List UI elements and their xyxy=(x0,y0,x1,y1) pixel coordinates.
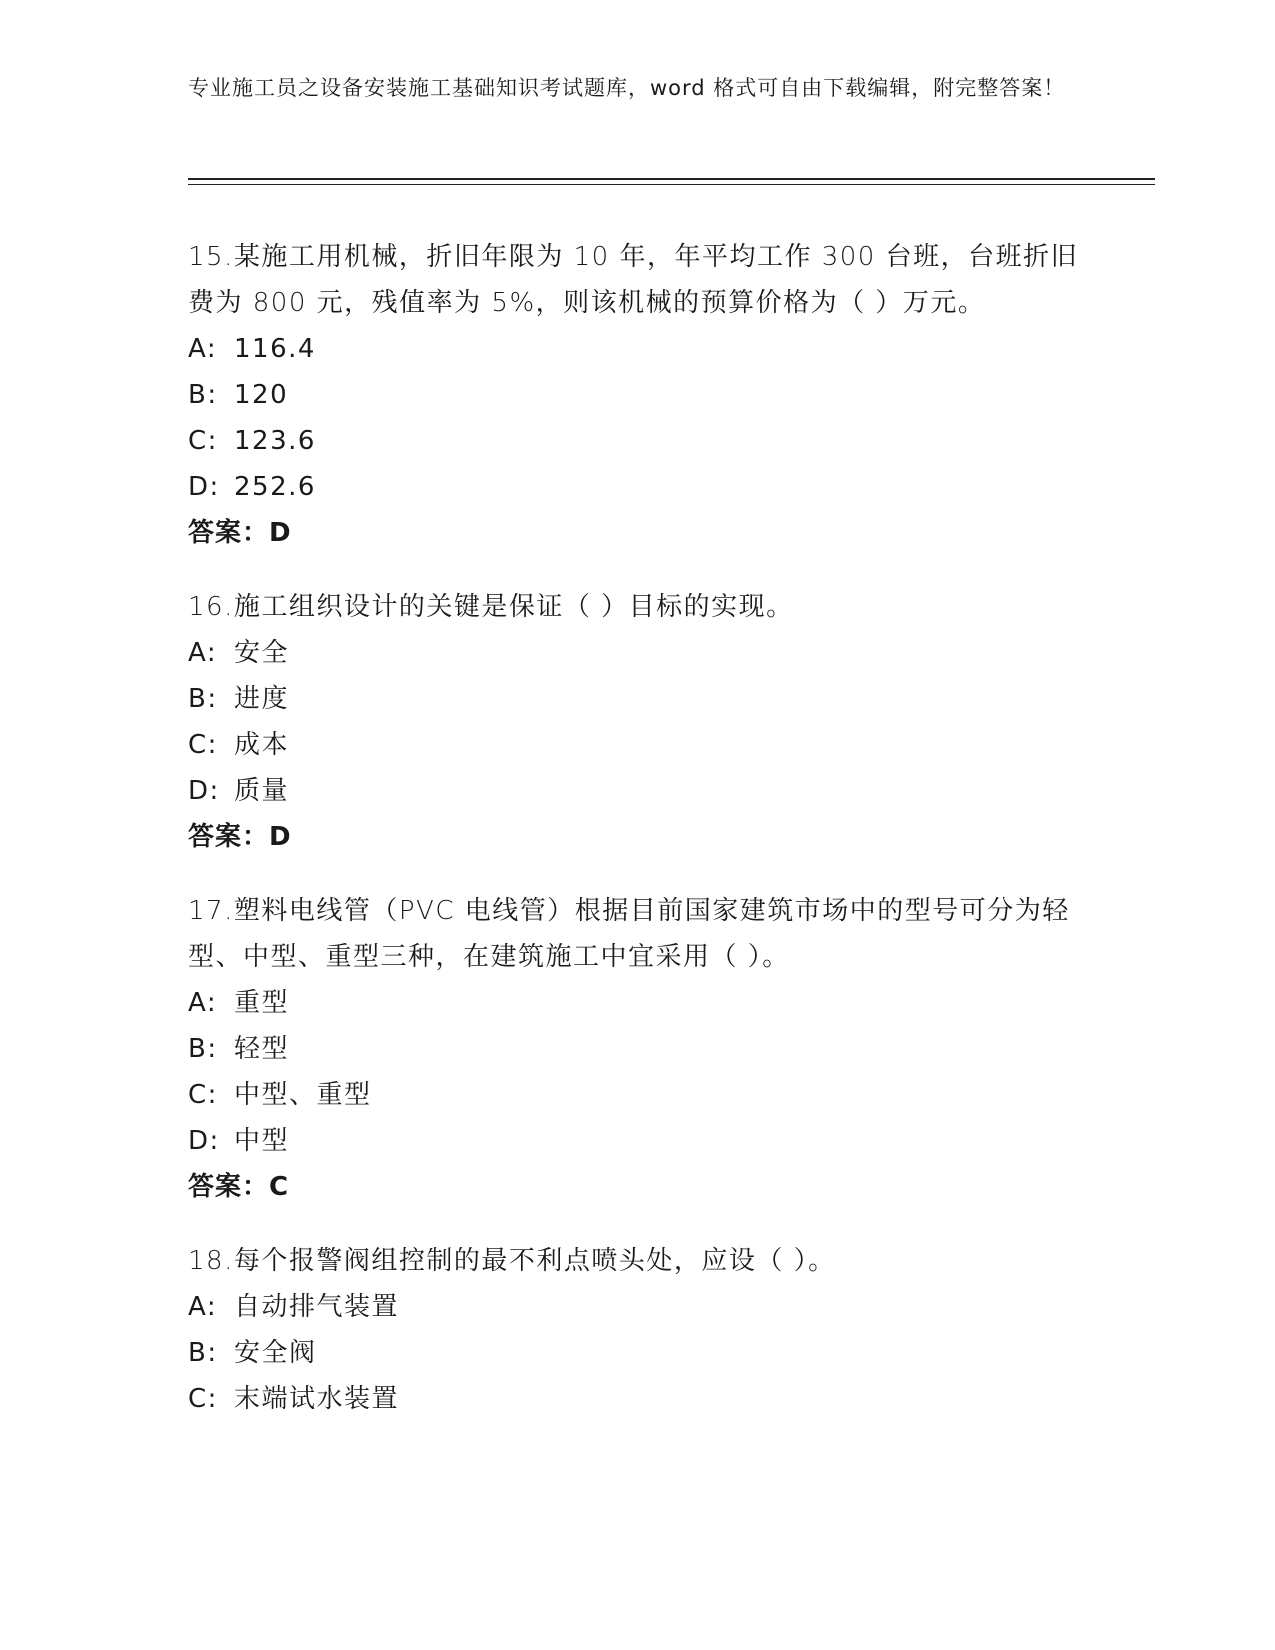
option-key: A: xyxy=(188,638,218,668)
option-value: 成本 xyxy=(234,730,290,760)
option-key: A: xyxy=(188,988,218,1018)
option-value: 中型 xyxy=(234,1126,290,1156)
option-d xyxy=(188,464,1088,510)
option-key: C: xyxy=(188,426,218,456)
option-a xyxy=(188,326,1088,372)
option-b xyxy=(188,676,1088,722)
option-key: A: xyxy=(188,1292,218,1322)
option-value: 安全 xyxy=(234,638,290,668)
question-text: 16.施工组织设计的关键是保证（ ）目标的实现。 xyxy=(188,592,794,622)
answer-line: 答案：D xyxy=(188,822,292,852)
option-d xyxy=(188,768,1088,814)
option-c xyxy=(188,1072,1088,1118)
answer-line: 答案：C xyxy=(188,1172,290,1202)
option-d xyxy=(188,1118,1088,1164)
question-16 xyxy=(188,584,1088,860)
option-key: D: xyxy=(188,1126,220,1156)
header-divider-thin xyxy=(188,184,1155,185)
option-key: C: xyxy=(188,1384,218,1414)
option-key: B: xyxy=(188,684,218,714)
question-18 xyxy=(188,1238,1088,1422)
option-value: 252.6 xyxy=(234,472,316,502)
option-key: B: xyxy=(188,1338,218,1368)
option-c xyxy=(188,1376,1088,1422)
option-value: 质量 xyxy=(234,776,290,806)
option-value: 120 xyxy=(234,380,289,410)
question-text: 18.每个报警阀组控制的最不利点喷头处，应设（ ）。 xyxy=(188,1246,836,1276)
question-15 xyxy=(188,234,1088,556)
question-text: 17.塑料电线管（PVC 电线管）根据目前国家建筑市场中的型号可分为轻型、中型、重型三种，在建筑施工中宜采用（ ）。 xyxy=(188,896,1070,972)
option-b xyxy=(188,1330,1088,1376)
header-divider-thick xyxy=(188,178,1155,180)
option-c xyxy=(188,722,1088,768)
option-value: 轻型 xyxy=(234,1034,290,1064)
option-value: 123.6 xyxy=(234,426,316,456)
option-c xyxy=(188,418,1088,464)
option-a xyxy=(188,980,1088,1026)
option-b xyxy=(188,1026,1088,1072)
question-list xyxy=(188,234,1088,1450)
question-17 xyxy=(188,888,1088,1210)
option-value: 进度 xyxy=(234,684,290,714)
option-value: 116.4 xyxy=(234,334,316,364)
option-key: D: xyxy=(188,776,220,806)
option-value: 末端试水装置 xyxy=(234,1384,400,1414)
option-value: 中型、重型 xyxy=(234,1080,372,1110)
option-key: B: xyxy=(188,1034,218,1064)
question-text: 15.某施工用机械，折旧年限为 10 年，年平均工作 300 台班，台班折旧费为 800 元，残值率为 5%，则该机械的预算价格为（ ）万元。 xyxy=(188,242,1079,318)
option-key: B: xyxy=(188,380,218,410)
option-a xyxy=(188,1284,1088,1330)
option-b xyxy=(188,372,1088,418)
option-value: 安全阀 xyxy=(234,1338,317,1368)
option-value: 重型 xyxy=(234,988,290,1018)
option-key: C: xyxy=(188,730,218,760)
option-key: D: xyxy=(188,472,220,502)
option-a xyxy=(188,630,1088,676)
option-key: A: xyxy=(188,334,218,364)
option-key: C: xyxy=(188,1080,218,1110)
document-header: 专业施工员之设备安装施工基础知识考试题库，word 格式可自由下载编辑，附完整答案！ xyxy=(188,76,1066,100)
option-value: 自动排气装置 xyxy=(234,1292,400,1322)
answer-line: 答案：D xyxy=(188,518,292,548)
